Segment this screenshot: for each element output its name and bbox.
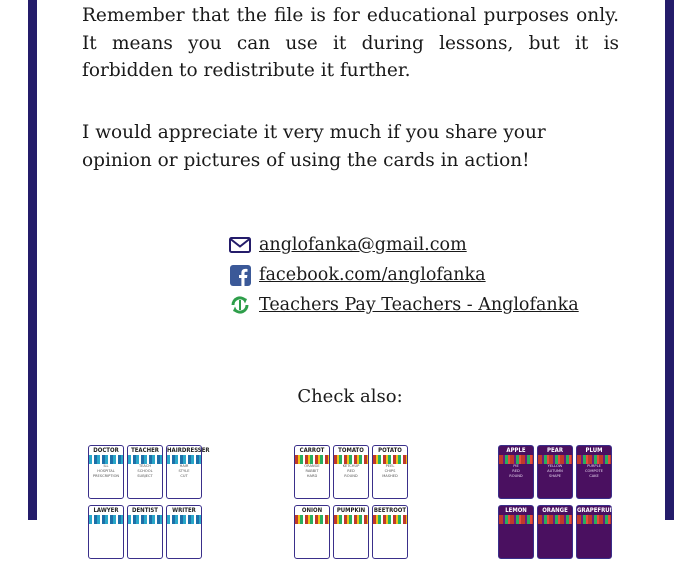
- flashcard-line: CAKE: [589, 474, 599, 478]
- flashcard-title: LAWYER: [93, 507, 119, 514]
- flashcard-title: ORANGE: [542, 507, 568, 514]
- flashcard-title: DOCTOR: [93, 447, 119, 454]
- flashcard-title: PUMPKIN: [336, 507, 366, 514]
- flashcard: [372, 445, 408, 499]
- tpt-logo-icon: [229, 294, 251, 316]
- flashcard-line: COMPOTE: [585, 469, 603, 473]
- flashcard: [294, 505, 330, 559]
- flashcard-line: ILL: [103, 464, 109, 468]
- flashcard-line: PRESCRIPTION: [92, 474, 120, 478]
- flashcard: [166, 445, 210, 499]
- flashcard-line: SUBJECT: [137, 474, 153, 478]
- flashcard-line: SCHOOL: [137, 469, 153, 473]
- flashcard: [88, 445, 124, 499]
- flashcard-line: ROUND: [509, 474, 523, 478]
- flashcard: [127, 505, 163, 559]
- flashcard-title: HAIRDRESSER: [167, 447, 210, 454]
- card-set-jobs[interactable]: [88, 445, 210, 565]
- flashcard-line: YELLOW: [547, 464, 563, 468]
- facebook-icon: [229, 264, 251, 286]
- flashcard-line: ORANGE: [304, 464, 320, 468]
- tpt-link[interactable]: Teachers Pay Teachers - Anglofanka: [259, 295, 579, 315]
- envelope-icon: [229, 234, 251, 256]
- flashcard-line: PIE: [513, 464, 519, 468]
- flashcard-line: CHIPS: [384, 469, 396, 473]
- flashcard-line: RED: [347, 469, 355, 473]
- flashcard-line: PURPLE: [587, 464, 601, 468]
- flashcard-line: HOSPITAL: [97, 469, 115, 473]
- email-link[interactable]: anglofanka@gmail.com: [259, 235, 467, 255]
- flashcard-line: HAIR: [179, 464, 189, 468]
- flashcard-title: CARROT: [299, 447, 325, 454]
- flashcard: [576, 505, 616, 559]
- flashcard-line: RED: [512, 469, 520, 473]
- flashcard: [372, 505, 408, 559]
- flashcard-title: DENTIST: [132, 507, 158, 514]
- feedback-request-paragraph: I would appreciate it very much if you share your opinion or pictures of using the cards in action!: [82, 122, 546, 171]
- flashcard-title: GRAPEFRUIT: [577, 507, 616, 514]
- flashcard-title: ONION: [301, 507, 323, 514]
- usage-notice-paragraph: Remember that the file is for educational purposes only. It means you can use it during lessons, but it is forbidden to redistribute it further.: [82, 5, 619, 81]
- card-set-fruits[interactable]: [498, 445, 616, 565]
- flashcard-title: POTATO: [378, 447, 402, 454]
- flashcard: [166, 505, 202, 559]
- flashcard-title: PEAR: [547, 447, 563, 454]
- flashcard-line: PEEL: [385, 464, 395, 468]
- flashcard-title: PLUM: [585, 447, 603, 454]
- flashcard-line: TEACH: [138, 464, 152, 468]
- page-border-left: [28, 0, 37, 520]
- flashcard: [498, 505, 534, 559]
- flashcard: [333, 505, 369, 559]
- flashcard-title: TEACHER: [131, 447, 159, 454]
- flashcard-line: ROUND: [344, 474, 358, 478]
- flashcard-title: WRITER: [172, 507, 196, 514]
- flashcard-title: LEMON: [505, 507, 527, 514]
- contact-list: [229, 230, 579, 320]
- flashcard-line: RABBIT: [305, 469, 319, 473]
- flashcard-line: MASHED: [382, 474, 398, 478]
- flashcard-title: APPLE: [506, 447, 526, 454]
- flashcard-line: AUTUMN: [547, 469, 563, 473]
- card-set-vegetables[interactable]: [294, 445, 412, 565]
- flashcard: [537, 445, 573, 499]
- flashcard-line: KETCHUP: [342, 464, 360, 468]
- flashcard-title: TOMATO: [338, 447, 364, 454]
- check-also-heading: Check also:: [297, 386, 403, 407]
- flashcard: [294, 445, 330, 499]
- contact-email: [229, 230, 579, 260]
- flashcard: [537, 505, 573, 559]
- flashcard-line: CUT: [180, 474, 188, 478]
- page-border-right: [665, 0, 674, 520]
- contact-tpt: [229, 290, 579, 320]
- flashcard: [127, 445, 163, 499]
- contact-facebook: [229, 260, 579, 290]
- flashcard-line: SHAPE: [549, 474, 561, 478]
- facebook-link[interactable]: facebook.com/anglofanka: [259, 265, 486, 285]
- flashcard-title: BEETROOT: [373, 507, 407, 514]
- flashcard: [498, 445, 534, 499]
- flashcard: [333, 445, 369, 499]
- flashcard: [576, 445, 612, 499]
- flashcard-line: HARD: [306, 474, 318, 478]
- flashcard-line: STYLE: [178, 469, 190, 473]
- flashcard: [88, 505, 124, 559]
